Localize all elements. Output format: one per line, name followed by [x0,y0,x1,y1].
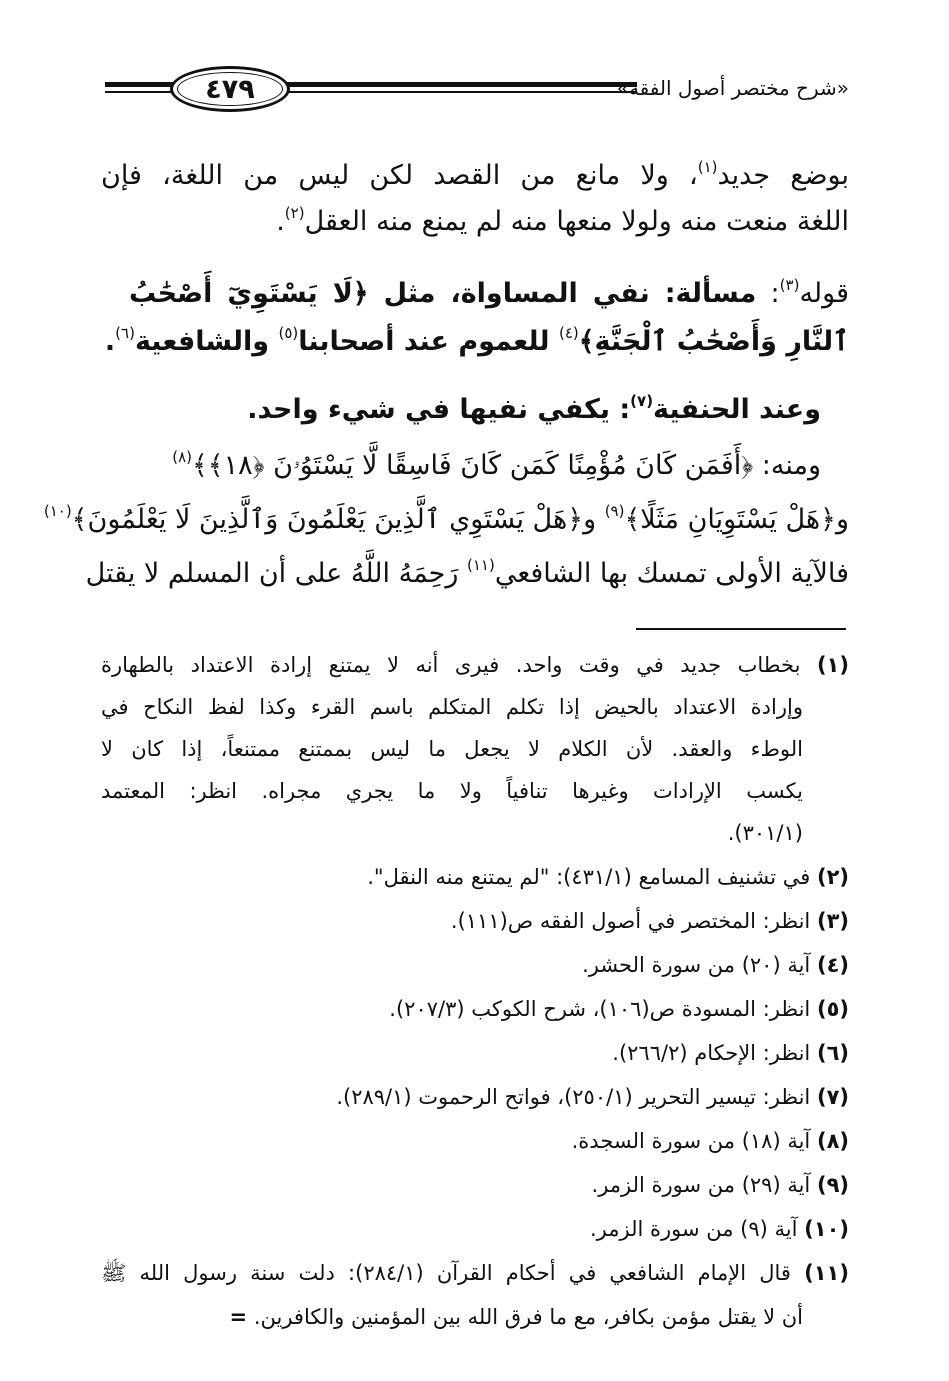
footnote-2: (٢) في تشنيف المسامع (٤٣١/١): "لم يمتنع منه النقل". [367,865,849,889]
footnote-1-line: الوطء والعقد. لأن الكلام لا يجعل ما ليس بممتنع ممتنعاً، إذا كان لا [101,737,803,761]
footnote-6: (٦) انظر: الإحكام (٢٦٦/٢). [612,1041,849,1065]
footnote-ref: (٥) [278,324,299,342]
footnote-10: (١٠) آية (٩) من سورة الزمر. [589,1217,849,1241]
body-line: ٱلنَّارِ وَأَصْحَٰبُ ٱلْجَنَّةِ﴾$^{(٤)}$ للعموم عند أصحابنا$^{(٥)}$ والشافعية$^{(٦)}$. [104,324,849,357]
footnote-7: (٧) انظر: تيسير التحرير (٢٥٠/١)، فواتح الرحموت (٢٨٩/١). [336,1085,849,1109]
footnote-number: (١) [816,653,849,677]
footnote-4: (٤) آية (٢٠) من سورة الحشر. [582,953,849,977]
footnote-11: (١١) قال الإمام الشافعي في أحكام القرآن (٢٨٤/١): دلت سنة رسول الله ﷺ [101,1261,849,1285]
running-header-title: «شرح مختصر أصول الفقه» [616,76,849,100]
footnote-ref: (٦) [115,324,135,342]
body-line: قوله$^{(٣)}$: مسألة: نفي المساواة، مثل ﴿لَا يَسْتَوِيٓ أَصْحَٰبُ [129,276,849,309]
footnote-9: (٩) آية (٢٩) من سورة الزمر. [591,1173,849,1197]
footnote-5: (٥) انظر: المسودة ص(١٠٦)، شرح الكوكب (٢٠٧/٣). [389,997,849,1021]
footnote-ref: (٧) [630,392,654,410]
footnote-1-line: (٣٠١/١). [727,821,803,845]
footnote-ref: (١) [697,158,718,176]
footnote-1: (١) بخطاب جديد في وقت واحد. فيرى أنه لا يمتنع إرادة الاعتداد بالطهارة [101,653,849,677]
body-line: فالآية الأولى تمسك بها الشافعي$^{(١١)}$ رَحِمَهُ اللَّهُ على أن المسلم لا يقتل [85,556,849,589]
footnote-ref: (٨) [172,448,192,466]
body-line: و﴿هَلْ يَسْتَوِيَانِ مَثَلًا﴾$^{(٩)}$ و﴿هَلْ يَسْتَوِي ٱلَّذِينَ يَعْلَمُونَ وَٱلَّذِينَ لَا يَعْلَمُونَ﴾$^{(١٠)}$ [43,502,849,535]
footnote-3: (٣) انظر: المختصر في أصول الفقه ص(١١١). [450,909,849,933]
footnote-ref: (٩) [604,502,625,520]
body-line: بوضع جديد$^{(١)}$، ولا مانع من القصد لكن ليس من اللغة، فإن [101,158,849,191]
footnote-ref: (١٠) [43,502,72,520]
page-number: ٤٧٩ [205,73,255,105]
footnote-1-line: وإرادة الاعتداد بالحيض إذا تكلم المتكلم باسم القرء وكذا لفظ النكاح في [101,695,803,719]
header-rule-right [282,82,637,96]
body-line: ومنه: ﴿أَفَمَن كَانَ مُؤْمِنًا كَمَن كَانَ فَاسِقًا لَّا يَسْتَوُۥنَ ﴿١٨﴾﴾$^{(٨)}$ [172,448,821,481]
footnote-11-line: أن لا يقتل مؤمن بكافر، مع ما فرق الله بين المؤمنين والكافرين. = [229,1305,803,1329]
footnote-1-line: يكسب الإرادات وغيرها تنافياً ولا ما يجري مجراه. انظر: المعتمد [101,779,803,803]
footnote-ref: (١١) [467,556,495,574]
body-line: اللغة منعت منه ولولا منعها منه لم يمنع منه العقل$^{(٢)}$. [276,204,849,237]
footnote-ref: (٣) [779,276,800,294]
footnote-separator [636,628,846,630]
footnote-ref: (٤) [558,324,579,342]
continuation-mark: = [229,1305,248,1329]
body-line: وعند الحنفية$^{(٧)}$: يكفي نفيها في شيء واحد. [247,392,821,425]
footnote-8: (٨) آية (١٨) من سورة السجدة. [571,1129,849,1153]
footnote-ref: (٢) [284,204,305,222]
page-number-badge [170,66,290,112]
